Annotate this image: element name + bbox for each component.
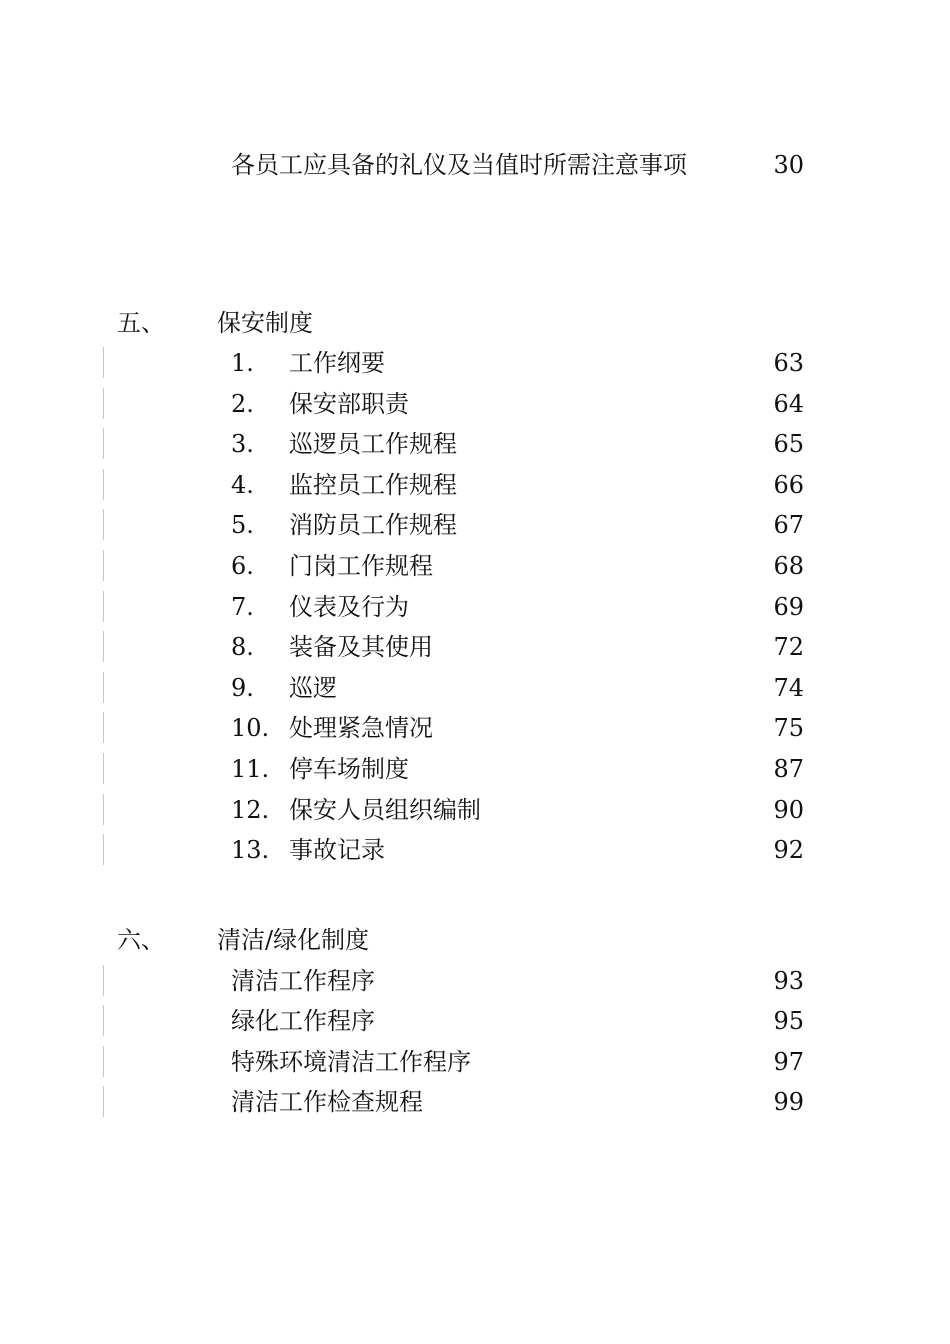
toc-entry-number: 1. — [231, 349, 254, 377]
toc-entry[interactable] — [0, 1082, 950, 1122]
toc-entry[interactable] — [0, 708, 950, 748]
toc-entry-page: 63 — [773, 349, 804, 377]
section-heading — [0, 303, 950, 343]
toc-entry-number: 10. — [231, 714, 270, 742]
toc-entry-title: 工作纲要 — [289, 349, 385, 377]
toc-entry-page: 66 — [773, 471, 804, 499]
margin-bar — [103, 672, 104, 703]
toc-entry-title: 保安人员组织编制 — [289, 796, 481, 824]
toc-entry-title: 保安部职责 — [289, 390, 409, 418]
section-heading — [0, 920, 950, 960]
toc-entry[interactable] — [0, 343, 950, 383]
margin-bar — [103, 509, 104, 540]
margin-bar — [103, 469, 104, 500]
toc-entry-title: 装备及其使用 — [289, 633, 433, 661]
margin-bar — [103, 753, 104, 784]
toc-entry[interactable] — [0, 830, 950, 870]
toc-entry[interactable] — [0, 424, 950, 464]
toc-entry-title: 清洁工作检查规程 — [231, 1088, 423, 1116]
margin-bar — [103, 794, 104, 825]
toc-entry-number: 11. — [231, 755, 270, 783]
toc-entry-title: 处理紧急情况 — [289, 714, 433, 742]
toc-entry[interactable] — [0, 961, 950, 1001]
toc-entry-page: 65 — [773, 430, 804, 458]
toc-entry-title: 巡逻 — [289, 674, 337, 702]
toc-entry-title: 事故记录 — [289, 836, 385, 864]
toc-entry-title: 各员工应具备的礼仪及当值时所需注意事项 — [231, 151, 687, 179]
toc-entry[interactable] — [0, 384, 950, 424]
margin-bar — [103, 591, 104, 622]
toc-entry[interactable] — [0, 1042, 950, 1082]
margin-bar — [103, 631, 104, 662]
toc-entry-number: 8. — [231, 633, 254, 661]
margin-bar — [103, 965, 104, 996]
toc-entry-page: 95 — [773, 1007, 804, 1035]
toc-entry[interactable] — [0, 587, 950, 627]
toc-entry-number: 13. — [231, 836, 270, 864]
toc-entry-page: 74 — [773, 674, 804, 702]
toc-entry[interactable] — [0, 145, 950, 185]
margin-bar — [103, 1005, 104, 1036]
toc-entry[interactable] — [0, 1001, 950, 1041]
toc-entry-page: 93 — [773, 967, 804, 995]
toc-entry-number: 5. — [231, 511, 254, 539]
toc-entry-number: 7. — [231, 593, 254, 621]
toc-entry-title: 清洁工作程序 — [231, 967, 375, 995]
toc-entry[interactable] — [0, 790, 950, 830]
margin-bar — [103, 428, 104, 459]
toc-entry-page: 87 — [773, 755, 804, 783]
toc-entry-title: 监控员工作规程 — [289, 471, 457, 499]
toc-entry-number: 3. — [231, 430, 254, 458]
margin-bar — [103, 712, 104, 743]
toc-entry-title: 消防员工作规程 — [289, 511, 457, 539]
toc-entry[interactable] — [0, 627, 950, 667]
toc-entry[interactable] — [0, 749, 950, 789]
margin-bar — [103, 1046, 104, 1077]
toc-entry-page: 64 — [773, 390, 804, 418]
toc-entry-page: 99 — [773, 1088, 804, 1116]
toc-entry-title: 仪表及行为 — [289, 593, 409, 621]
margin-bar — [103, 1086, 104, 1117]
toc-entry-page: 68 — [773, 552, 804, 580]
toc-entry[interactable] — [0, 668, 950, 708]
toc-entry-page: 69 — [773, 593, 804, 621]
section-number: 六、 — [117, 926, 165, 954]
margin-bar — [103, 834, 104, 865]
toc-entry-page: 75 — [773, 714, 804, 742]
toc-entry-title: 门岗工作规程 — [289, 552, 433, 580]
toc-entry-number: 2. — [231, 390, 254, 418]
toc-entry[interactable] — [0, 546, 950, 586]
margin-bar — [103, 347, 104, 378]
toc-entry-number: 4. — [231, 471, 254, 499]
section-number: 五、 — [117, 309, 165, 337]
toc-entry[interactable] — [0, 505, 950, 545]
toc-entry-page: 97 — [773, 1048, 804, 1076]
toc-entry-title: 巡逻员工作规程 — [289, 430, 457, 458]
toc-entry-page: 67 — [773, 511, 804, 539]
section-title: 保安制度 — [217, 309, 313, 337]
toc-entry-page: 72 — [773, 633, 804, 661]
toc-entry[interactable] — [0, 465, 950, 505]
toc-entry-page: 90 — [773, 796, 804, 824]
toc-entry-number: 6. — [231, 552, 254, 580]
toc-entry-page: 30 — [773, 151, 804, 179]
toc-entry-number: 12. — [231, 796, 270, 824]
toc-entry-page: 92 — [773, 836, 804, 864]
toc-entry-number: 9. — [231, 674, 254, 702]
margin-bar — [103, 388, 104, 419]
toc-entry-title: 停车场制度 — [289, 755, 409, 783]
margin-bar — [103, 550, 104, 581]
toc-entry-title: 特殊环境清洁工作程序 — [231, 1048, 471, 1076]
toc-entry-title: 绿化工作程序 — [231, 1007, 375, 1035]
section-title: 清洁/绿化制度 — [217, 926, 370, 954]
